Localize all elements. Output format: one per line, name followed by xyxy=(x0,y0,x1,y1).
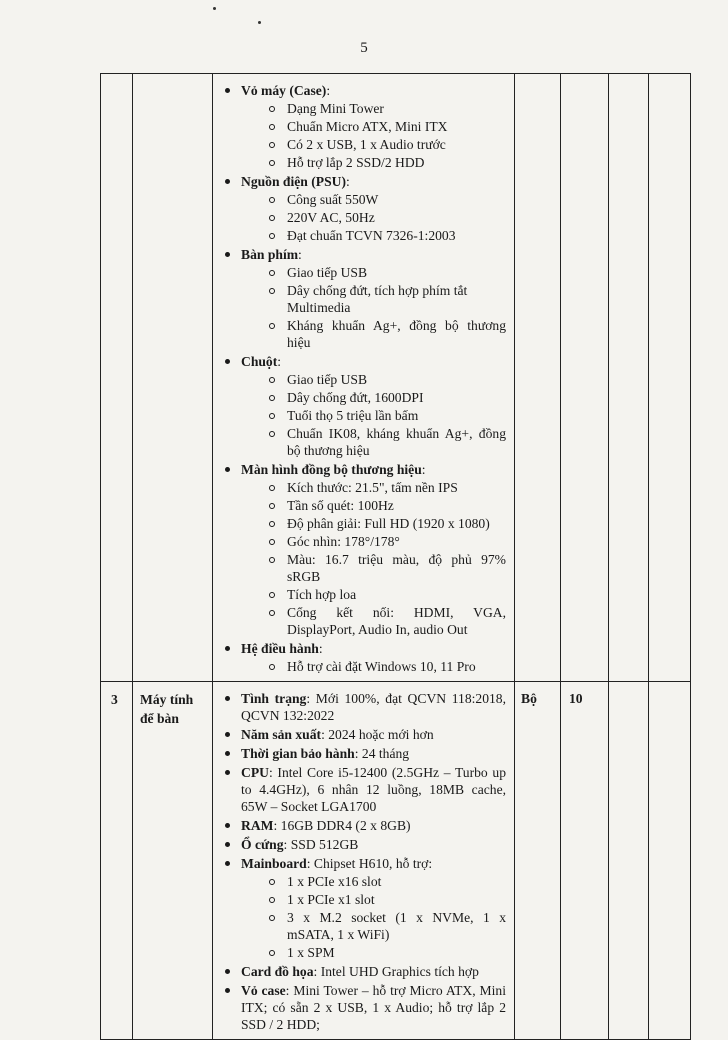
list-item: Chuẩn IK08, kháng khuẩn Ag+, đồng bộ thương hiệu xyxy=(241,425,506,459)
list-item: Chuẩn Micro ATX, Mini ITX xyxy=(241,118,506,135)
cell-quantity xyxy=(561,74,609,682)
item-name: Máy tính để bàn xyxy=(133,682,213,1040)
table-row-previous-item xyxy=(101,74,691,682)
list-item: Cổng kết nối: HDMI, VGA, DisplayPort, Audio In, audio Out xyxy=(241,604,506,638)
list-item: Dây chống đứt, 1600DPI xyxy=(241,389,506,406)
list-item: Giao tiếp USB xyxy=(241,264,506,281)
page-number: 5 xyxy=(360,40,368,56)
cell-number xyxy=(101,74,133,682)
spec-mouse: Chuột: Giao tiếp USB Dây chống đứt, 1600DPI Tuổi thọ 5 triệu lần bấm Chuẩn IK08, kháng khuẩn Ag+, đồng bộ thương hiệu xyxy=(223,353,506,459)
cell-extra-1 xyxy=(609,74,649,682)
list-item: Giao tiếp USB xyxy=(241,371,506,388)
spec-monitor: Màn hình đồng bộ thương hiệu: Kích thước: 21.5", tấm nền IPS Tần số quét: 100Hz Độ phân giải: Full HD (1920 x 1080) Góc nhìn: 178°/178° Màu: 16.7 triệu màu, độ phủ 97% sRGB Tích hợp loa Cổng kết nối: HDMI, VGA, DisplayPort, Audio In, audio Out xyxy=(223,461,506,638)
list-item: Hỗ trợ cài đặt Windows 10, 11 Pro xyxy=(241,658,506,675)
spec-year: Năm sản xuất: 2024 hoặc mới hơn xyxy=(223,726,506,743)
scan-speck xyxy=(258,21,261,24)
item-number: 3 xyxy=(101,682,133,1040)
item-quantity: 10 xyxy=(561,682,609,1040)
spec-storage: Ổ cứng: SSD 512GB xyxy=(223,836,506,853)
spec-condition: Tình trạng: Mới 100%, đạt QCVN 118:2018, QCVN 132:2022 xyxy=(223,690,506,724)
list-item: Hỗ trợ lắp 2 SSD/2 HDD xyxy=(241,154,506,171)
list-item: 1 x PCIe x16 slot xyxy=(241,873,506,890)
spec-list xyxy=(223,690,506,1033)
list-item: Màu: 16.7 triệu màu, độ phủ 97% sRGB xyxy=(241,551,506,585)
cell-unit xyxy=(515,74,561,682)
spec-case: Vỏ case: Mini Tower – hỗ trợ Micro ATX, Mini ITX; có sẵn 2 x USB, 1 x Audio; hỗ trợ lắp 2 SSD / 2 HDD; xyxy=(223,982,506,1033)
spec-graphics: Card đồ họa: Intel UHD Graphics tích hợp xyxy=(223,963,506,980)
spec-list xyxy=(223,82,506,675)
list-item: Kích thước: 21.5", tấm nền IPS xyxy=(241,479,506,496)
list-item: 1 x PCIe x1 slot xyxy=(241,891,506,908)
list-item: Độ phân giải: Full HD (1920 x 1080) xyxy=(241,515,506,532)
cell-extra-2 xyxy=(649,682,691,1040)
cell-specs xyxy=(213,74,515,682)
scan-speck xyxy=(213,7,216,10)
cell-specs xyxy=(213,682,515,1040)
item-unit: Bộ xyxy=(515,682,561,1040)
list-item: Tuổi thọ 5 triệu lần bấm xyxy=(241,407,506,424)
list-item: 220V AC, 50Hz xyxy=(241,209,506,226)
spec-os: Hệ điều hành: Hỗ trợ cài đặt Windows 10, 11 Pro xyxy=(223,640,506,675)
spec-cpu: CPU: Intel Core i5-12400 (2.5GHz – Turbo up to 4.4GHz), 6 nhân 12 luồng, 18MB cache, 65W – Socket LGA1700 xyxy=(223,764,506,815)
spec-psu: Nguồn điện (PSU): Công suất 550W 220V AC, 50Hz Đạt chuẩn TCVN 7326-1:2003 xyxy=(223,173,506,244)
spec-warranty: Thời gian bảo hành: 24 tháng xyxy=(223,745,506,762)
list-item: 3 x M.2 socket (1 x NVMe, 1 x mSATA, 1 x WiFi) xyxy=(241,909,506,943)
cell-name xyxy=(133,74,213,682)
list-item: Dạng Mini Tower xyxy=(241,100,506,117)
list-item: Có 2 x USB, 1 x Audio trước xyxy=(241,136,506,153)
list-item: Dây chống đứt, tích hợp phím tắt Multimedia xyxy=(241,282,506,316)
list-item: Công suất 550W xyxy=(241,191,506,208)
spec-ram: RAM: 16GB DDR4 (2 x 8GB) xyxy=(223,817,506,834)
cell-extra-1 xyxy=(609,682,649,1040)
list-item: Tích hợp loa xyxy=(241,586,506,603)
list-item: 1 x SPM xyxy=(241,944,506,961)
cell-extra-2 xyxy=(649,74,691,682)
spec-keyboard: Bàn phím: Giao tiếp USB Dây chống đứt, tích hợp phím tắt Multimedia Kháng khuẩn Ag+, đồng bộ thương hiệu xyxy=(223,246,506,351)
spec-case: Vỏ máy (Case): Dạng Mini Tower Chuẩn Micro ATX, Mini ITX Có 2 x USB, 1 x Audio trước Hỗ trợ lắp 2 SSD/2 HDD xyxy=(223,82,506,171)
list-item: Kháng khuẩn Ag+, đồng bộ thương hiệu xyxy=(241,317,506,351)
spec-mainboard: Mainboard: Chipset H610, hỗ trợ: 1 x PCIe x16 slot 1 x PCIe x1 slot 3 x M.2 socket (1 x NVMe, 1 x mSATA, 1 x WiFi) 1 x SPM xyxy=(223,855,506,961)
list-item: Tần số quét: 100Hz xyxy=(241,497,506,514)
list-item: Đạt chuẩn TCVN 7326-1:2003 xyxy=(241,227,506,244)
list-item: Góc nhìn: 178°/178° xyxy=(241,533,506,550)
table-row-item-3 xyxy=(101,682,691,1040)
specification-table xyxy=(100,73,691,1040)
